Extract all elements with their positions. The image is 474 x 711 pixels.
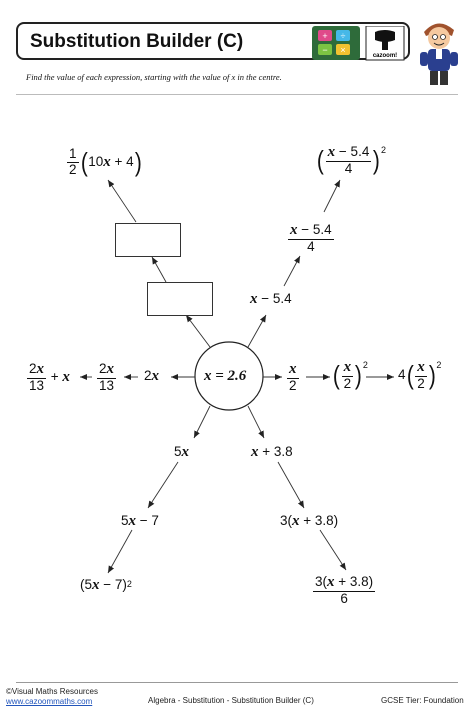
footer-divider (16, 682, 458, 683)
expr-2x-over-13: 2x 13 (99, 361, 115, 393)
expr-4-x-over-2-squared: 4 ( x 2 ) 2 (398, 359, 442, 391)
expr-x-plus-3-8: x + 3.8 (251, 444, 293, 460)
answer-box[interactable] (147, 282, 213, 316)
expr-half-10x-plus-4: 1 2 ( 10x + 4 ) (69, 146, 142, 178)
footer-url[interactable] (6, 697, 92, 706)
expr-2x-over-13-plus-x: 2x 13 + x (29, 361, 70, 393)
expr-3-x-plus-3-8: 3(x + 3.8) (280, 513, 339, 529)
expr-3-x-plus-3-8-over-6: 3(x + 3.8) 6 (315, 574, 374, 606)
answer-box[interactable] (115, 223, 181, 257)
svg-text:×: × (340, 45, 346, 55)
expr-5x-minus-7: 5x − 7 (121, 513, 159, 529)
expr-5x-minus-7-squared: (5x − 7) 2 (80, 577, 132, 593)
footer-copyright: ©Visual Maths Resources (6, 687, 99, 696)
expr-x-over-2: x 2 (289, 361, 297, 393)
footer-topic: Algebra - Substitution - Substitution Builder (C) (148, 696, 314, 705)
footer-link[interactable]: www.cazoommaths.com (6, 697, 93, 706)
expr-5x: 5x (174, 444, 190, 460)
page-title: Substitution Builder (C) (30, 31, 244, 52)
expr-x-over-2-squared: ( x 2 ) 2 (332, 359, 368, 391)
svg-text:−: − (322, 45, 328, 55)
expr-x-minus-5-4-over-4: x − 5.4 4 (290, 222, 332, 254)
expr-x-minus-5-4: x − 5.4 (250, 291, 292, 307)
centre-value: x = 2.6 (204, 368, 247, 384)
svg-text:+: + (322, 31, 328, 41)
instructions: Find the value of each expression, starting with the value of x in the centre. (26, 72, 282, 82)
svg-text:÷: ÷ (340, 31, 346, 41)
expr-x-minus-5-4-over-4-squared: ( x − 5.4 4 ) 2 (316, 144, 387, 176)
logo-text: cazoom! (372, 53, 398, 59)
footer-tier: GCSE Tier: Foundation (381, 696, 464, 705)
expr-2x: 2x (144, 368, 160, 384)
